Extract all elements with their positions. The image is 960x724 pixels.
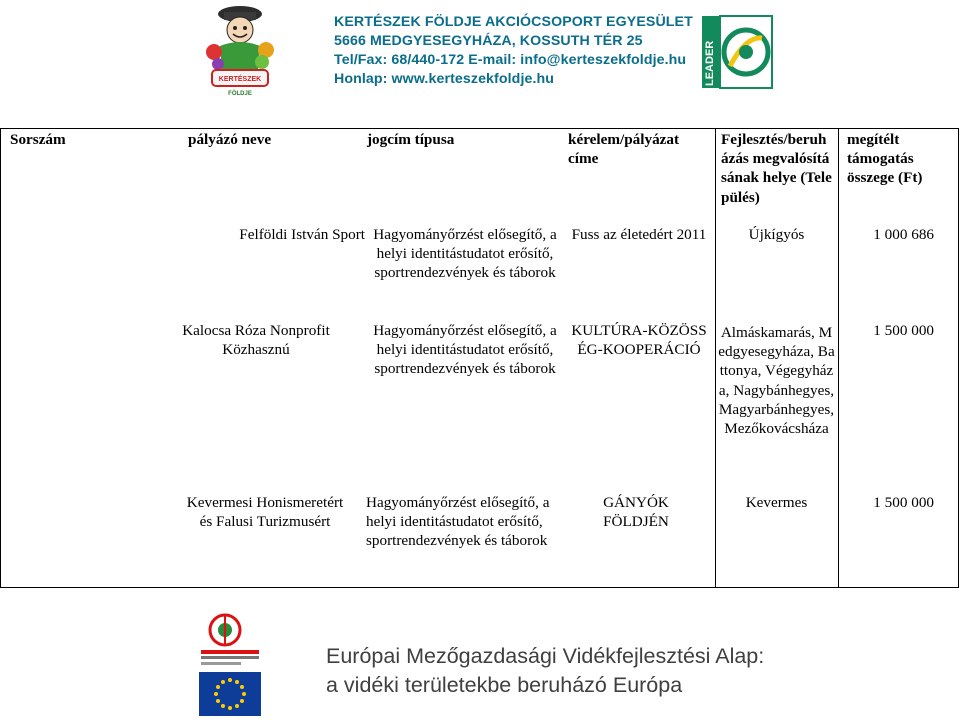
row1-amount: 1 000 686 — [873, 226, 934, 243]
row3-applicant: Kevermesi Honismeretért és Falusi Turizmusért — [186, 494, 344, 531]
column-header-osszeg: megítélt támogatás összege (Ft) — [847, 131, 923, 187]
column-header-palyazo: pályázó neve — [188, 131, 272, 148]
svg-text:LEADER: LEADER — [704, 40, 716, 86]
fund-slogan: a vidéki területekbe beruházó Európa — [326, 673, 683, 697]
row2-title: KULTÚRA-KÖZÖSSÉG-KOOPERÁCIÓ — [571, 322, 707, 359]
row1-type: Hagyományőrzést elősegítő, a helyi identitástudatot erősítő, sportrendezvények és táborok — [373, 226, 557, 282]
row1-location: Újkígyós — [748, 226, 805, 243]
row2-amount: 1 500 000 — [873, 322, 934, 339]
fund-name: Európai Mezőgazdasági Vidékfejlesztési Alap: — [326, 644, 765, 668]
row2-applicant: Kalocsa Róza Nonprofit Közhasznú — [182, 322, 330, 359]
uj-magyarorszag-logo-icon — [195, 610, 265, 670]
column-header-jogcim: jogcím típusa — [367, 131, 455, 148]
eu-flag-icon — [199, 672, 261, 716]
leader-logo-icon — [700, 14, 774, 90]
row3-type: Hagyományőrzést elősegítő, a helyi identitástudatot erősítő, sportrendezvények és táborok — [366, 494, 550, 550]
kerteszek-foldje-logo-icon — [200, 4, 280, 100]
org-name: KERTÉSZEK FÖLDJE AKCIÓCSOPORT EGYESÜLET — [334, 14, 693, 30]
row2-location: Almáskamarás, Medgyesegyháza, Battonya, Végegyháza, Nagybánhegyes, Magyarbánhegyes, Mezőkovácsháza — [718, 324, 835, 438]
organization-header — [334, 13, 694, 89]
svg-text:FÖLDJE: FÖLDJE — [228, 91, 252, 97]
row3-location: Kevermes — [745, 494, 808, 511]
row1-title: Fuss az életedért 2011 — [571, 226, 707, 243]
column-header-helye: Fejlesztés/beruházás megvalósításának helye (Település) — [721, 131, 832, 206]
org-homepage: Honlap: www.kerteszekfoldje.hu — [334, 71, 555, 87]
org-contact: Tel/Fax: 68/440-172 E-mail: info@kerteszekfoldje.hu — [334, 52, 687, 68]
column-header-kerelem: kérelem/pályázat címe — [568, 131, 680, 168]
column-divider — [838, 129, 839, 587]
org-address: 5666 MEDGYESEGYHÁZA, KOSSUTH TÉR 25 — [334, 33, 643, 49]
row3-title: GÁNYÓK FÖLDJÉN — [603, 494, 669, 531]
grant-table — [0, 128, 959, 588]
row2-type: Hagyományőrzést elősegítő, a helyi identitástudatot erősítő, sportrendezvények és táborok — [373, 322, 557, 378]
svg-text:KERTÉSZEK: KERTÉSZEK — [218, 76, 262, 83]
column-divider — [715, 129, 716, 587]
column-header-sorszam: Sorszám — [10, 131, 66, 148]
row1-applicant: Felföldi István Sport — [239, 226, 365, 243]
row3-amount: 1 500 000 — [873, 494, 934, 511]
